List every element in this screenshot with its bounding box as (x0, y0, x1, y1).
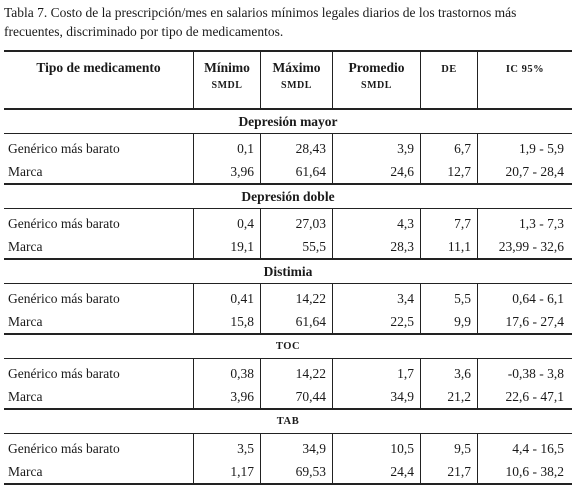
cell-minimo: 3,96 (194, 385, 261, 409)
cell-minimo: 1,17 (194, 460, 261, 484)
cell-ic: -0,38 - 3,8 (478, 359, 572, 386)
cell-maximo: 55,5 (261, 235, 333, 259)
cell-tipo: Marca (4, 160, 194, 184)
cell-de: 9,9 (421, 310, 478, 334)
header-promedio: Promedio SMDL (333, 51, 421, 109)
cell-maximo: 61,64 (261, 310, 333, 334)
cell-maximo: 34,9 (261, 434, 333, 461)
cell-maximo: 27,03 (261, 209, 333, 236)
cell-ic: 10,6 - 38,2 (478, 460, 572, 484)
group-title: TAB (4, 409, 572, 434)
group-title: TOC (4, 334, 572, 359)
cell-promedio: 22,5 (333, 310, 421, 334)
header-maximo: Máximo SMDL (261, 51, 333, 109)
header-ic: IC 95% (478, 51, 572, 109)
cell-de: 21,2 (421, 385, 478, 409)
cell-ic: 1,9 - 5,9 (478, 134, 572, 161)
cell-maximo: 70,44 (261, 385, 333, 409)
cell-promedio: 3,9 (333, 134, 421, 161)
cell-de: 3,6 (421, 359, 478, 386)
cell-promedio: 24,6 (333, 160, 421, 184)
cell-de: 21,7 (421, 460, 478, 484)
cell-minimo: 0,41 (194, 284, 261, 311)
table-row (4, 359, 572, 386)
group-title: Distimia (4, 259, 572, 284)
table-row (4, 160, 572, 184)
cell-tipo: Genérico más barato (4, 134, 194, 161)
table-row (4, 134, 572, 161)
cell-ic: 17,6 - 27,4 (478, 310, 572, 334)
cell-maximo: 14,22 (261, 284, 333, 311)
header-tipo: Tipo de medicamento (4, 51, 194, 109)
group-title: Depresión mayor (4, 109, 572, 134)
cell-minimo: 0,38 (194, 359, 261, 386)
cell-tipo: Marca (4, 235, 194, 259)
group-header-row (4, 409, 572, 434)
cell-minimo: 15,8 (194, 310, 261, 334)
cell-tipo: Marca (4, 385, 194, 409)
cell-promedio: 24,4 (333, 460, 421, 484)
cell-ic: 20,7 - 28,4 (478, 160, 572, 184)
table-row (4, 385, 572, 409)
cell-tipo: Genérico más barato (4, 434, 194, 461)
table-header-row (4, 51, 572, 109)
cell-de: 9,5 (421, 434, 478, 461)
cell-tipo: Marca (4, 460, 194, 484)
cell-tipo: Marca (4, 310, 194, 334)
cell-ic: 0,64 - 6,1 (478, 284, 572, 311)
cell-promedio: 1,7 (333, 359, 421, 386)
cell-tipo: Genérico más barato (4, 284, 194, 311)
header-de: DE (421, 51, 478, 109)
cell-tipo: Genérico más barato (4, 209, 194, 236)
cell-maximo: 61,64 (261, 160, 333, 184)
cell-ic: 22,6 - 47,1 (478, 385, 572, 409)
table-row (4, 209, 572, 236)
group-header-row (4, 334, 572, 359)
cell-de: 11,1 (421, 235, 478, 259)
group-title: Depresión doble (4, 184, 572, 209)
header-maximo-unit: SMDL (261, 80, 332, 91)
table-row (4, 434, 572, 461)
table-caption: Tabla 7. Costo de la prescripción/mes en salarios mínimos legales diarios de los trastornos más frecuentes, discriminado por tipo de medicamentos. (4, 3, 566, 41)
cell-minimo: 3,5 (194, 434, 261, 461)
group-header-row (4, 184, 572, 209)
cell-ic: 4,4 - 16,5 (478, 434, 572, 461)
cell-ic: 23,99 - 32,6 (478, 235, 572, 259)
cell-ic: 1,3 - 7,3 (478, 209, 572, 236)
table-row (4, 310, 572, 334)
cell-minimo: 19,1 (194, 235, 261, 259)
cell-maximo: 14,22 (261, 359, 333, 386)
table-row (4, 284, 572, 311)
cell-promedio: 3,4 (333, 284, 421, 311)
cost-table (4, 50, 572, 485)
cell-minimo: 3,96 (194, 160, 261, 184)
group-header-row (4, 109, 572, 134)
group-header-row (4, 259, 572, 284)
header-promedio-unit: SMDL (333, 80, 420, 91)
cell-minimo: 0,1 (194, 134, 261, 161)
cell-de: 12,7 (421, 160, 478, 184)
header-minimo-unit: SMDL (194, 80, 260, 91)
cell-tipo: Genérico más barato (4, 359, 194, 386)
cell-de: 5,5 (421, 284, 478, 311)
header-minimo: Mínimo SMDL (194, 51, 261, 109)
cell-minimo: 0,4 (194, 209, 261, 236)
cell-promedio: 4,3 (333, 209, 421, 236)
cell-de: 7,7 (421, 209, 478, 236)
cell-maximo: 28,43 (261, 134, 333, 161)
cell-maximo: 69,53 (261, 460, 333, 484)
table-row (4, 235, 572, 259)
cell-de: 6,7 (421, 134, 478, 161)
cell-promedio: 10,5 (333, 434, 421, 461)
cell-promedio: 34,9 (333, 385, 421, 409)
cell-promedio: 28,3 (333, 235, 421, 259)
